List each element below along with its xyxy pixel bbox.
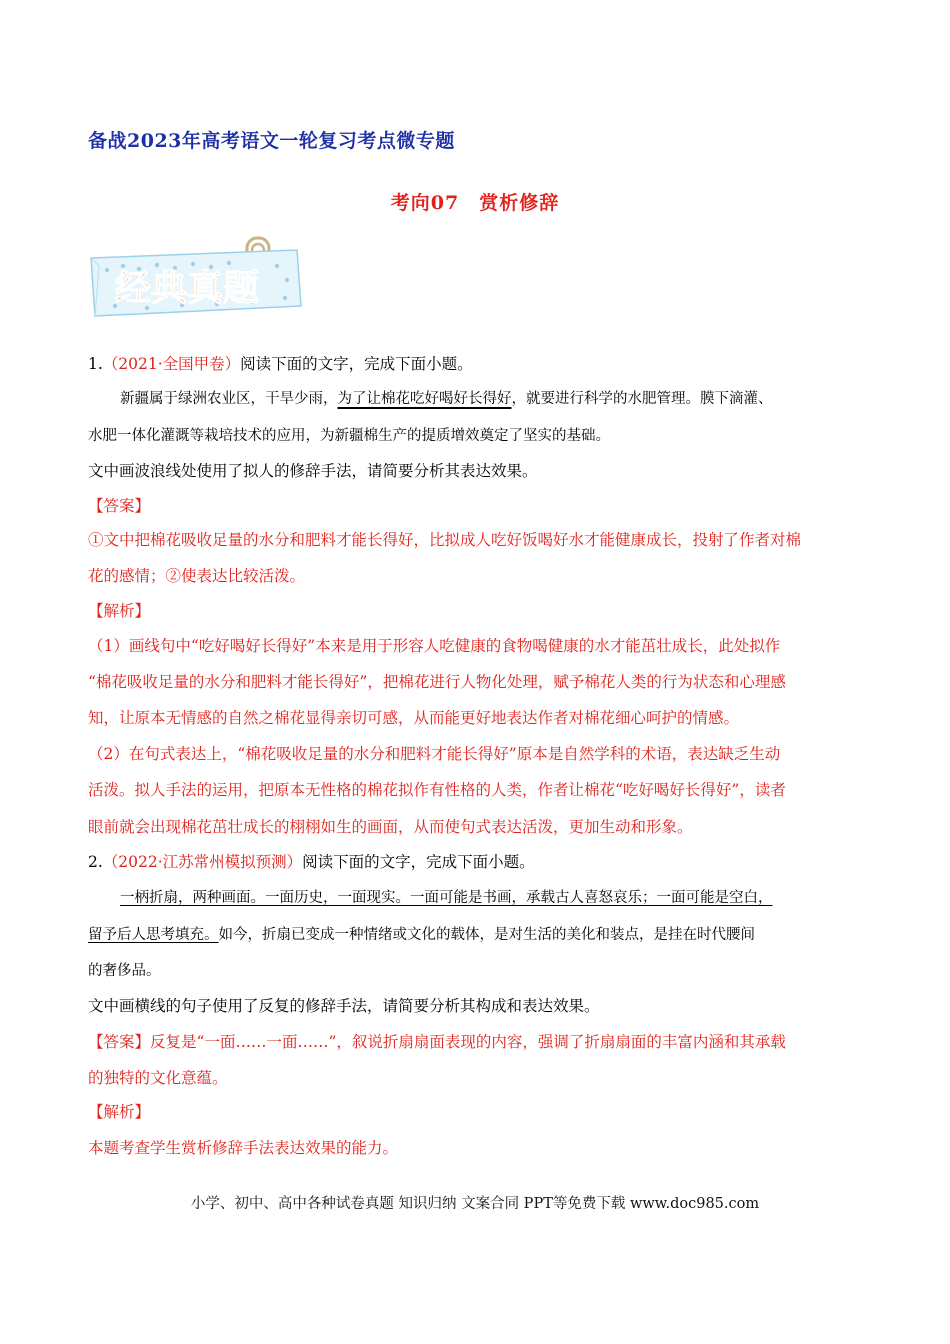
q1-analysis-line-2: “棉花吸收足量的水分和肥料才能长得好”，把棉花进行人物化处理，赋予棉花人类的行为状态和心理感 <box>88 673 786 691</box>
q1-passage-line-2: 水肥一体化灌溉等栽培技术的应用，为新疆棉生产的提质增效奠定了坚实的基础。 <box>88 428 610 444</box>
document-title: 备战2023年高考语文一轮复习考点微专题 <box>88 130 455 152</box>
q1-answer-line-2: 花的感情；②使表达比较活泼。 <box>88 567 306 585</box>
q2-source: （2022·江苏常州模拟预测） <box>102 853 303 871</box>
q2-number: 2. <box>88 853 103 871</box>
q1-passage-text: 新疆属于绿洲农业区，干旱少雨， <box>120 391 338 407</box>
section-title: 考向07 赏析修辞 <box>390 192 560 214</box>
q1-instruction: 阅读下面的文字，完成下面小题。 <box>240 355 473 373</box>
q1-question: 文中画波浪线处使用了拟人的修辞手法，请简要分析其表达效果。 <box>88 462 538 480</box>
q1-analysis-line-5: 活泼。拟人手法的运用，把原本无性格的棉花拟作有性格的人类，作者让棉花“吃好喝好长得好”，读者 <box>88 781 786 799</box>
q2-passage-line-1-underlined: 一柄折扇，两种画面。一面历史，一面现实。一面可能是书画，承载古人喜怒哀乐；一面可能是空白， <box>120 890 773 906</box>
q2-question: 文中画横线的句子使用了反复的修辞手法，请简要分析其构成和表达效果。 <box>88 997 600 1015</box>
q1-source: （2021·全国甲卷） <box>102 355 241 373</box>
badge-graphic <box>87 236 305 320</box>
q2-instruction: 阅读下面的文字，完成下面小题。 <box>302 853 535 871</box>
q2-analysis-line-1: 本题考查学生赏析修辞手法表达效果的能力。 <box>88 1139 399 1157</box>
q1-analysis-line-1: （1）画线句中“吃好喝好长得好”本来是用于形容人吃健康的食物喝健康的水才能茁壮成长，此处拟作 <box>88 637 781 655</box>
q1-passage-line-1 <box>120 392 773 407</box>
badge-text: 经典真题 <box>115 268 260 309</box>
q1-analysis-line-3: 知，让原本无情感的自然之棉花显得亲切可感，从而能更好地表达作者对棉花细心呵护的情感。 <box>88 709 740 727</box>
q1-analysis-line-6: 眼前就会出现棉花茁壮成长的栩栩如生的画面，从而使句式表达活泼，更加生动和形象。 <box>88 818 693 836</box>
q2-answer-text: 反复是“一面……一面……”，叙说折扇扇面表现的内容，强调了折扇扇面的丰富内涵和其承载 <box>150 1033 786 1051</box>
page-footer: 小学、初中、高中各种试卷真题 知识归纳 文案合同 PPT等免费下载 www.doc985.com <box>190 1196 760 1212</box>
classic-exam-badge <box>87 236 305 320</box>
q1-heading <box>88 357 473 373</box>
q2-underlined-phrase: 留予后人思考填充。 <box>88 927 219 943</box>
q1-wavy-underlined-phrase: 为了让棉花吃好喝好长得好 <box>337 391 512 407</box>
q2-passage-text: 如今，折扇已变成一种情绪或文化的载体，是对生活的美化和装点，是挂在时代腰间 <box>218 927 755 943</box>
q1-answer-line-1: ①文中把棉花吸收足量的水分和肥料才能长得好，比拟成人吃好饭喝好水才能健康成长，投射了作者对棉 <box>88 531 802 549</box>
q1-answer-label: 【答案】 <box>88 497 151 515</box>
q2-analysis-label: 【解析】 <box>88 1103 151 1121</box>
q2-passage-line-3: 的奢侈品。 <box>88 963 161 979</box>
q2-passage-line-2 <box>88 928 755 943</box>
q1-passage-text: ，就要进行科学的水肥管理。膜下滴灌、 <box>511 391 773 407</box>
q1-number: 1. <box>88 355 103 373</box>
q2-answer-label: 【答案】 <box>88 1033 151 1051</box>
q2-answer-line-2: 的独特的文化意蕴。 <box>88 1069 228 1087</box>
q1-analysis-label: 【解析】 <box>88 602 151 620</box>
q2-heading <box>88 855 535 871</box>
q2-answer-line-1 <box>88 1035 786 1051</box>
q1-analysis-line-4: （2）在句式表达上，“棉花吸收足量的水分和肥料才能长得好”原本是自然学科的术语，表达缺乏生动 <box>88 745 781 763</box>
